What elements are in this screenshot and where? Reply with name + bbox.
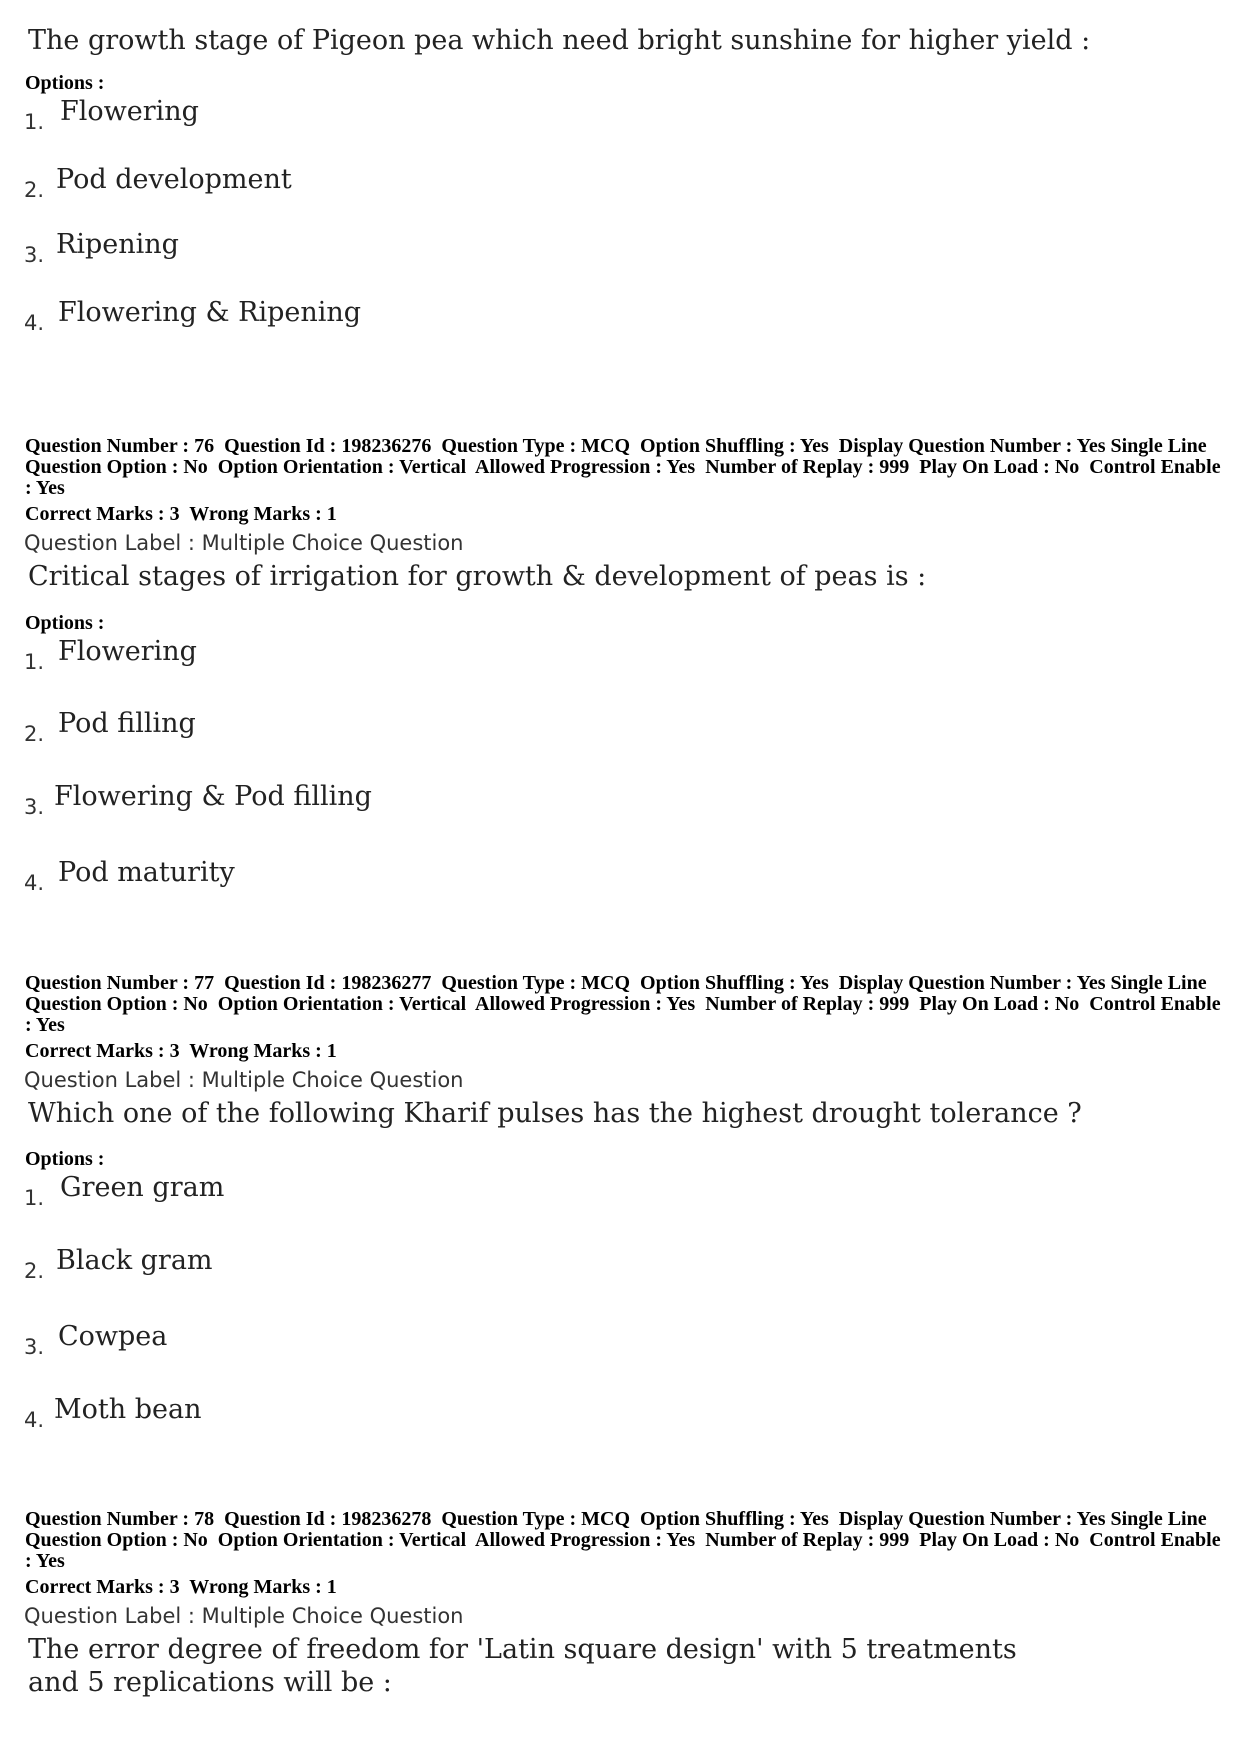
- option-number: 1.: [24, 110, 45, 134]
- option-text: Pod development: [56, 164, 292, 195]
- option-item[interactable]: [24, 781, 924, 821]
- option-number: 4.: [24, 871, 45, 895]
- option-text: Green gram: [60, 1172, 225, 1203]
- question-label: Question Label : Multiple Choice Question: [24, 1068, 464, 1092]
- option-text: Black gram: [56, 1245, 213, 1276]
- option-item[interactable]: [24, 708, 924, 748]
- question-text: The growth stage of Pigeon pea which need bright sunshine for higher yield :: [28, 25, 1091, 56]
- question-meta: Question Number : 78 Question Id : 198236278 Question Type : MCQ Option Shuffling : Yes Display Question Number : Yes Single Line Question Option : No Option Orientation : Vertical Allowed Progression : Yes Number of Replay : 999 Play On Load : No Control Enable : Yes: [25, 1508, 1226, 1572]
- question-meta: Question Number : 76 Question Id : 198236276 Question Type : MCQ Option Shuffling : Yes Display Question Number : Yes Single Line Question Option : No Option Orientation : Vertical Allowed Progression : Yes Number of Replay : 999 Play On Load : No Control Enable : Yes: [25, 435, 1226, 499]
- marks-info: Correct Marks : 3 Wrong Marks : 1: [25, 1040, 337, 1062]
- option-item[interactable]: [24, 1245, 924, 1285]
- option-item[interactable]: [24, 636, 924, 676]
- options-heading: Options :: [25, 612, 105, 634]
- option-text: Pod filling: [58, 708, 196, 739]
- option-text: Cowpea: [58, 1321, 168, 1352]
- option-number: 3.: [24, 1335, 45, 1359]
- option-number: 1.: [24, 1186, 45, 1210]
- option-item[interactable]: [24, 297, 924, 337]
- options-heading: Options :: [25, 72, 105, 94]
- option-text: Pod maturity: [58, 857, 235, 888]
- option-number: 4.: [24, 1408, 45, 1432]
- option-item[interactable]: [24, 229, 924, 269]
- marks-info: Correct Marks : 3 Wrong Marks : 1: [25, 1576, 337, 1598]
- option-number: 1.: [24, 650, 45, 674]
- option-text: Flowering: [60, 96, 199, 127]
- question-label: Question Label : Multiple Choice Question: [24, 531, 464, 555]
- option-item[interactable]: [24, 1394, 924, 1434]
- option-item[interactable]: [24, 857, 924, 897]
- question-text: The error degree of freedom for 'Latin square design' with 5 treatments and 5 replications will be :: [28, 1634, 1017, 1698]
- option-item[interactable]: [24, 164, 924, 204]
- option-number: 2.: [24, 1259, 45, 1283]
- option-text: Flowering & Pod filling: [54, 781, 372, 812]
- question-meta: Question Number : 77 Question Id : 198236277 Question Type : MCQ Option Shuffling : Yes Display Question Number : Yes Single Line Question Option : No Option Orientation : Vertical Allowed Progression : Yes Number of Replay : 999 Play On Load : No Control Enable : Yes: [25, 972, 1226, 1036]
- option-item[interactable]: [24, 96, 924, 136]
- option-number: 2.: [24, 722, 45, 746]
- option-item[interactable]: [24, 1172, 924, 1212]
- question-label: Question Label : Multiple Choice Question: [24, 1604, 464, 1628]
- question-text: Which one of the following Kharif pulses has the highest drought tolerance ?: [28, 1098, 1082, 1129]
- option-number: 4.: [24, 311, 45, 335]
- option-text: Ripening: [56, 229, 179, 260]
- option-number: 3.: [24, 795, 45, 819]
- option-item[interactable]: [24, 1321, 924, 1361]
- question-text: Critical stages of irrigation for growth & development of peas is :: [28, 561, 927, 592]
- marks-info: Correct Marks : 3 Wrong Marks : 1: [25, 503, 337, 525]
- option-text: Flowering: [58, 636, 197, 667]
- option-text: Flowering & Ripening: [58, 297, 362, 328]
- options-heading: Options :: [25, 1148, 105, 1170]
- option-number: 3.: [24, 243, 45, 267]
- option-number: 2.: [24, 178, 45, 202]
- option-text: Moth bean: [54, 1394, 202, 1425]
